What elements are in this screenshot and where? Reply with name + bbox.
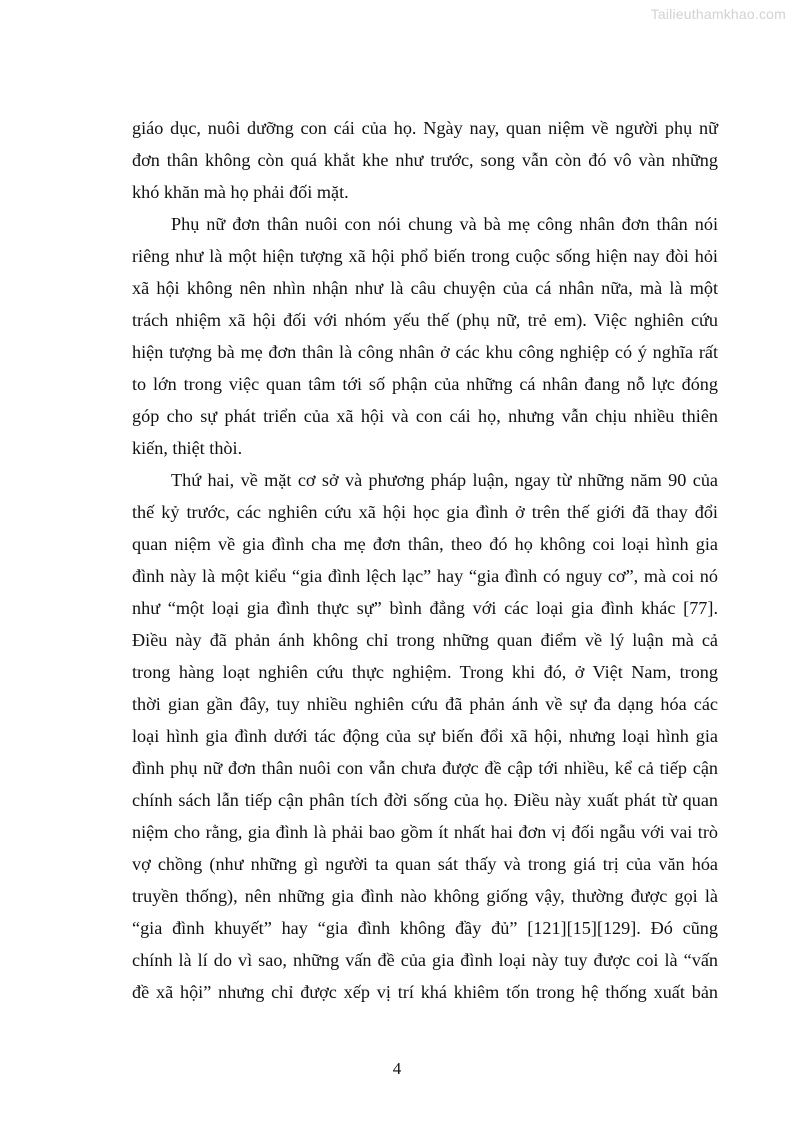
text-line: khó khăn mà họ phải đối mặt. [132, 182, 349, 202]
text-line: trách nhiệm xã hội đối với nhóm yếu thế (phụ nữ, trẻ em). Việc nghiên cứu [132, 310, 718, 330]
text-line: đề xã hội” nhưng chỉ được xếp vị trí khá khiêm tốn trong hệ thống xuất bản [132, 982, 718, 1002]
text-line: Thứ hai, về mặt cơ sở và phương pháp luận, ngay từ những năm 90 của [171, 470, 718, 490]
text-line: truyền thống), nên những gia đình nào không giống vậy, thường được gọi là [132, 886, 718, 906]
text-line: Phụ nữ đơn thân nuôi con nói chung và bà mẹ công nhân đơn thân nói [171, 214, 718, 234]
text-line: to lớn trong việc quan tâm tới số phận của những cá nhân đang nỗ lực đóng [132, 374, 718, 394]
text-line: góp cho sự phát triển của xã hội và con cái họ, nhưng vẫn chịu nhiều thiên [132, 406, 718, 426]
text-line: vợ chồng (như những gì người ta quan sát thấy và trong giá trị của văn hóa [132, 854, 718, 874]
text-line: “gia đình khuyết” hay “gia đình không đầy đủ” [121][15][129]. Đó cũng [132, 918, 718, 938]
text-line: kiến, thiệt thòi. [132, 438, 243, 458]
page-number: 4 [392, 1059, 402, 1078]
text-line: thời gian gần đây, tuy nhiều nghiên cứu đã phản ánh về sự đa dạng hóa các [132, 694, 718, 714]
text-line: chính là lí do vì sao, những vấn đề của gia đình loại này tuy được coi là “vấn [132, 950, 718, 970]
text-line: Điều này đã phản ánh không chỉ trong những quan điểm về lý luận mà cả [132, 630, 718, 650]
text-line: đình phụ nữ đơn thân nuôi con vẫn chưa được đề cập tới nhiều, kể cả tiếp cận [132, 758, 718, 778]
text-line: đơn thân không còn quá khắt khe như trước, song vẫn còn đó vô vàn những [132, 150, 718, 170]
text-line: xã hội không nên nhìn nhận như là câu chuyện của cá nhân nữa, mà là một [132, 278, 718, 298]
text-line: niệm cho rằng, gia đình là phải bao gồm ít nhất hai đơn vị đối ngẫu với vai trò [132, 822, 718, 842]
text-line: riêng như là một hiện tượng xã hội phổ biến trong cuộc sống hiện nay đòi hỏi [132, 246, 718, 266]
text-line: hiện tượng bà mẹ đơn thân là công nhân ở các khu công nghiệp có ý nghĩa rất [132, 342, 718, 362]
watermark-text: Tailieuthamkhao.com [650, 6, 786, 22]
text-line: thế kỷ trước, các nghiên cứu xã hội học gia đình ở trên thế giới đã thay đổi [132, 502, 718, 522]
text-line: giáo dục, nuôi dưỡng con cái của họ. Ngày nay, quan niệm về người phụ nữ [132, 118, 718, 138]
text-line: quan niệm về gia đình cha mẹ đơn thân, theo đó họ không coi loại hình gia [132, 534, 718, 554]
text-line: trong hàng loạt nghiên cứu thực nghiệm. Trong khi đó, ở Việt Nam, trong [132, 662, 718, 682]
text-line: loại hình gia đình dưới tác động của sự biến đổi xã hội, nhưng loại hình gia [132, 726, 718, 746]
text-line: đình này là một kiểu “gia đình lệch lạc” hay “gia đình có nguy cơ”, mà coi nó [132, 566, 718, 586]
text-line: chính sách lẫn tiếp cận phân tích đời sống của họ. Điều này xuất phát từ quan [132, 790, 718, 810]
document-body [132, 112, 718, 1008]
text-line: như “một loại gia đình thực sự” bình đẳng với các loại gia đình khác [77]. [132, 598, 718, 618]
